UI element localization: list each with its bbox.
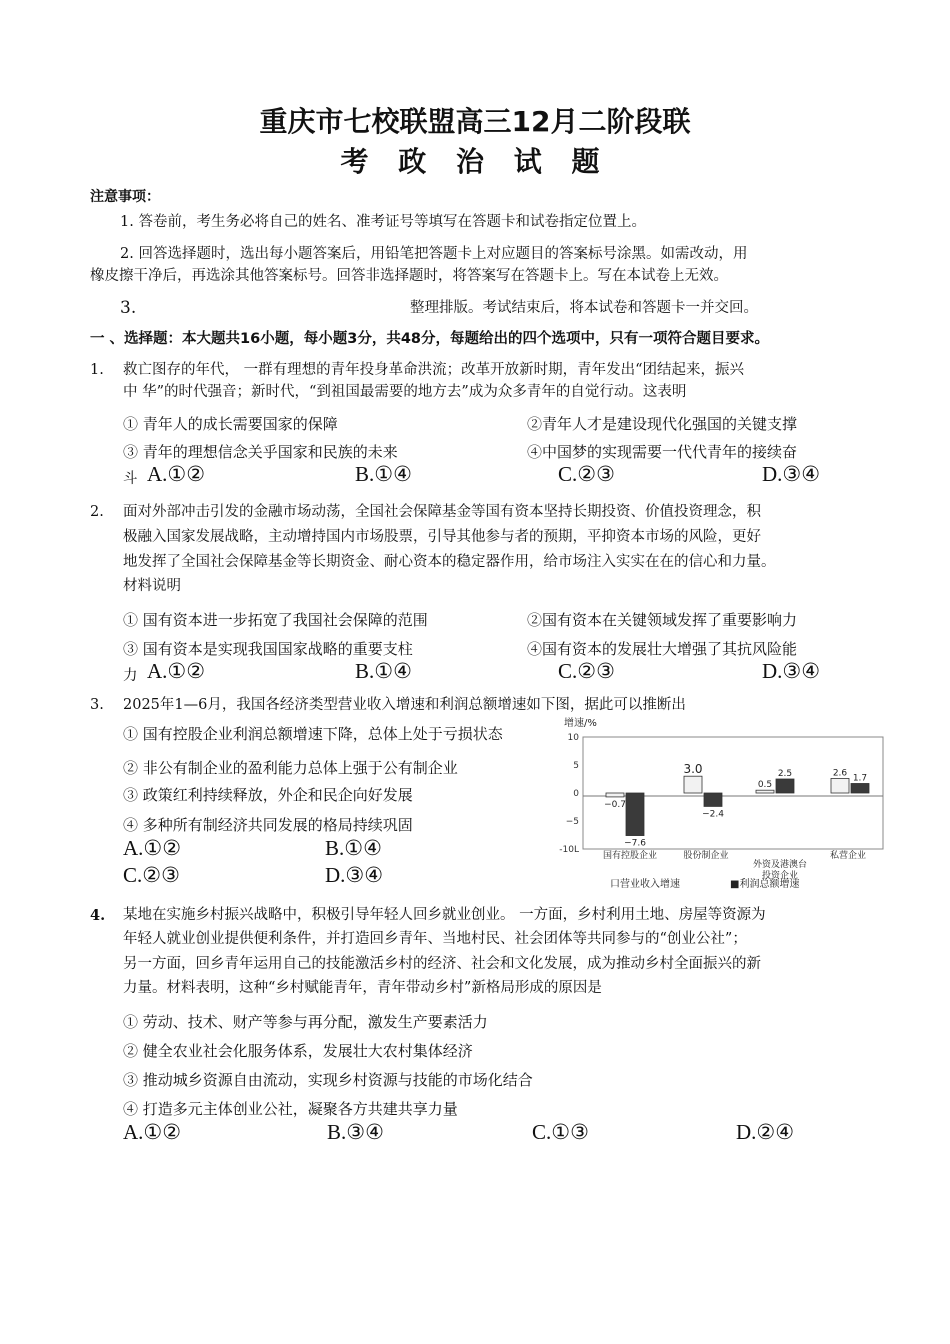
bar-value-label: 2.5 xyxy=(777,769,793,779)
section-heading: 一 、选择题：本大题共16小题，每小题3分，共48分，每题给出的四个选项中，只有一项符合题目要求。 xyxy=(90,331,769,347)
bar-group xyxy=(604,762,869,848)
q1-option-4: ④中国梦的实现需要一代代青年的接续奋 xyxy=(527,443,798,461)
q2-option-4: ④国有资本的发展壮大增强了其抗风险能 xyxy=(527,640,798,658)
notice-item-2-cont: 橡皮擦干净后，再选涂其他答案标号。回答非选择题时，将答案写在答题卡上。写在本试卷上无效。 xyxy=(90,268,728,284)
y-tick-label: 10 xyxy=(567,733,579,743)
chart-ylabel: 增速/% xyxy=(564,718,597,729)
q4-stem-line4: 力量。材料表明，这种“乡村赋能青年，青年带动乡村”新格局形成的原因是 xyxy=(123,980,602,996)
q4-answer-b: B.③④ xyxy=(327,1120,384,1144)
notice-heading: 注意事项： xyxy=(90,189,160,205)
q4-answer-a: A.①② xyxy=(123,1120,182,1144)
bar-value-label: 3.0 xyxy=(683,762,703,777)
q4-option-1: ① 劳动、技术、财产等参与再分配，激发生产要素活力 xyxy=(123,1013,488,1031)
q1-answer-b: B.①④ xyxy=(355,462,412,486)
q3-bar-chart xyxy=(555,712,890,892)
q1-answer-c: C.②③ xyxy=(558,462,615,486)
chart-legend xyxy=(610,877,799,890)
q1-stem-line1: 救亡图存的年代， 一群有理想的青年投身革命洪流；改革开放新时期，青年发出“团结起来，振兴 xyxy=(123,362,745,378)
y-tick-label: -10L xyxy=(559,845,579,855)
y-tick-label: 5 xyxy=(573,761,579,771)
q2-option-1: ① 国有资本进一步拓宽了我国社会保障的范围 xyxy=(123,611,428,629)
q3-option-3: ③ 政策红利持续释放，外企和民企向好发展 xyxy=(123,786,413,804)
q2-stem-line2: 极融入国家发展战略，主动增持国内市场股票，引导其他参与者的预期，平抑资本市场的风险，更好 xyxy=(123,529,761,545)
bar-value-label: −0.7 xyxy=(604,799,626,810)
revenue-bar xyxy=(831,778,849,793)
revenue-bar xyxy=(684,776,702,793)
q2-answer-c: C.②③ xyxy=(558,659,615,683)
q1-option-1: ① 青年人的成长需要国家的保障 xyxy=(123,415,338,433)
x-tick-label: 国有控股企业 xyxy=(602,851,658,861)
q2-stem-line3: 地发挥了全国社会保障基金等长期资金、耐心资本的稳定器作用，给市场注入实实在在的信心和力量。 xyxy=(123,554,776,570)
bar-value-label: −7.6 xyxy=(624,838,646,849)
q3-option-4: ④ 多种所有制经济共同发展的格局持续巩固 xyxy=(123,816,413,834)
y-tick-group xyxy=(559,733,579,855)
notice-item-3-num: 3. xyxy=(120,298,137,318)
q4-stem-line3: 另一方面，回乡青年运用自己的技能激活乡村的经济、社会和文化发展，成为推动乡村全面振兴的新 xyxy=(123,956,761,972)
q1-option-4-wrap: 斗 xyxy=(123,471,138,487)
profit-bar xyxy=(776,779,794,793)
q4-answer-d: D.②④ xyxy=(736,1120,795,1144)
notice-item-1: 1. 答卷前，考生务必将自己的姓名、准考证号等填写在答题卡和试卷指定位置上。 xyxy=(120,214,646,230)
q3-number: 3. xyxy=(90,697,104,713)
q2-option-3: ③ 国有资本是实现我国国家战略的重要支柱 xyxy=(123,640,413,658)
legend-revenue: 口营业收入增速 xyxy=(610,879,680,890)
q1-answer-d: D.③④ xyxy=(762,462,821,486)
bar-value-label: 0.5 xyxy=(757,780,773,791)
q2-answer-d: D.③④ xyxy=(762,659,821,683)
y-tick-label: 0 xyxy=(573,789,579,799)
q1-number: 1. xyxy=(90,362,104,378)
q2-stem-line4: 材料说明 xyxy=(123,578,181,594)
x-tick-label: 投资企业 xyxy=(761,871,799,881)
q4-answer-c: C.①③ xyxy=(532,1120,589,1144)
revenue-bar xyxy=(606,793,624,797)
q1-option-2: ②青年人才是建设现代化强国的关键支撑 xyxy=(527,415,798,433)
revenue-bar xyxy=(756,790,774,793)
profit-bar xyxy=(626,793,644,836)
y-tick-label: −5 xyxy=(565,817,579,827)
q2-option-4-wrap: 力 xyxy=(123,668,138,684)
profit-bar xyxy=(851,783,869,793)
q3-answer-c: C.②③ xyxy=(123,863,180,887)
q4-option-2: ② 健全农业社会化服务体系，发展壮大农村集体经济 xyxy=(123,1042,473,1060)
notice-item-2: 2. 回答选择题时，选出每小题答案后，用铅笔把答题卡上对应题目的答案标号涂黑。如需改动，用 xyxy=(120,246,748,262)
q3-answer-b: B.①④ xyxy=(325,836,382,860)
x-tick-label: 股份制企业 xyxy=(683,851,729,861)
q2-option-2: ②国有资本在关键领域发挥了重要影响力 xyxy=(527,611,798,629)
q4-option-4: ④ 打造多元主体创业公社，凝聚各方共建共享力量 xyxy=(123,1100,458,1118)
page-title: 重庆市七校联盟高三12月二阶段联 xyxy=(259,105,691,138)
q4-number: 4. xyxy=(90,907,106,924)
q2-answer-b: B.①④ xyxy=(355,659,412,683)
q4-stem-line1: 某地在实施乡村振兴战略中，积极引导年轻人回乡就业创业。 一方面，乡村利用土地、房屋等资源为 xyxy=(123,907,766,923)
q1-answer-a: A.①② xyxy=(147,462,206,486)
bar-value-label: 1.7 xyxy=(852,773,868,784)
q3-answer-d: D.③④ xyxy=(325,863,384,887)
q3-option-2: ② 非公有制企业的盈利能力总体上强于公有制企业 xyxy=(123,759,458,777)
q2-answer-a: A.①② xyxy=(147,659,206,683)
q3-stem-line1: 2025年1—6月，我国各经济类型营业收入增速和利润总额增速如下图，据此可以推断出 xyxy=(123,697,686,713)
x-tick-label: 外资及港澳台 xyxy=(752,860,808,870)
q1-stem-line2: 中 华”的时代强音；新时代，“到祖国最需要的地方去”成为众多青年的自觉行动。这表明 xyxy=(123,384,687,400)
x-tick-label: 私营企业 xyxy=(829,851,867,861)
profit-bar xyxy=(704,793,722,806)
q4-option-3: ③ 推动城乡资源自由流动，实现乡村资源与技能的市场化结合 xyxy=(123,1071,533,1089)
q3-answer-a: A.①② xyxy=(123,836,182,860)
legend-profit: ■利润总额增速 xyxy=(730,879,800,890)
bar-value-label: −2.4 xyxy=(702,809,724,820)
notice-item-3: 整理排版。考试结束后，将本试卷和答题卡一并交回。 xyxy=(410,300,758,316)
q1-option-3: ③ 青年的理想信念关乎国家和民族的未来 xyxy=(123,443,398,461)
q4-stem-line2: 年轻人就业创业提供便利条件，并打造回乡青年、当地村民、社会团体等共同参与的“创业公社”； xyxy=(123,931,747,947)
q2-stem-line1: 面对外部冲击引发的金融市场动荡，全国社会保障基金等国有资本坚持长期投资、价值投资理念，积 xyxy=(123,504,761,520)
bar-value-label: 2.6 xyxy=(832,768,848,779)
q3-option-1: ① 国有控股企业利润总额增速下降，总体上处于亏损状态 xyxy=(123,725,503,743)
page-subtitle: 考 政 治 试 题 xyxy=(340,145,610,178)
x-label-group xyxy=(603,849,866,881)
q2-number: 2. xyxy=(90,504,104,520)
